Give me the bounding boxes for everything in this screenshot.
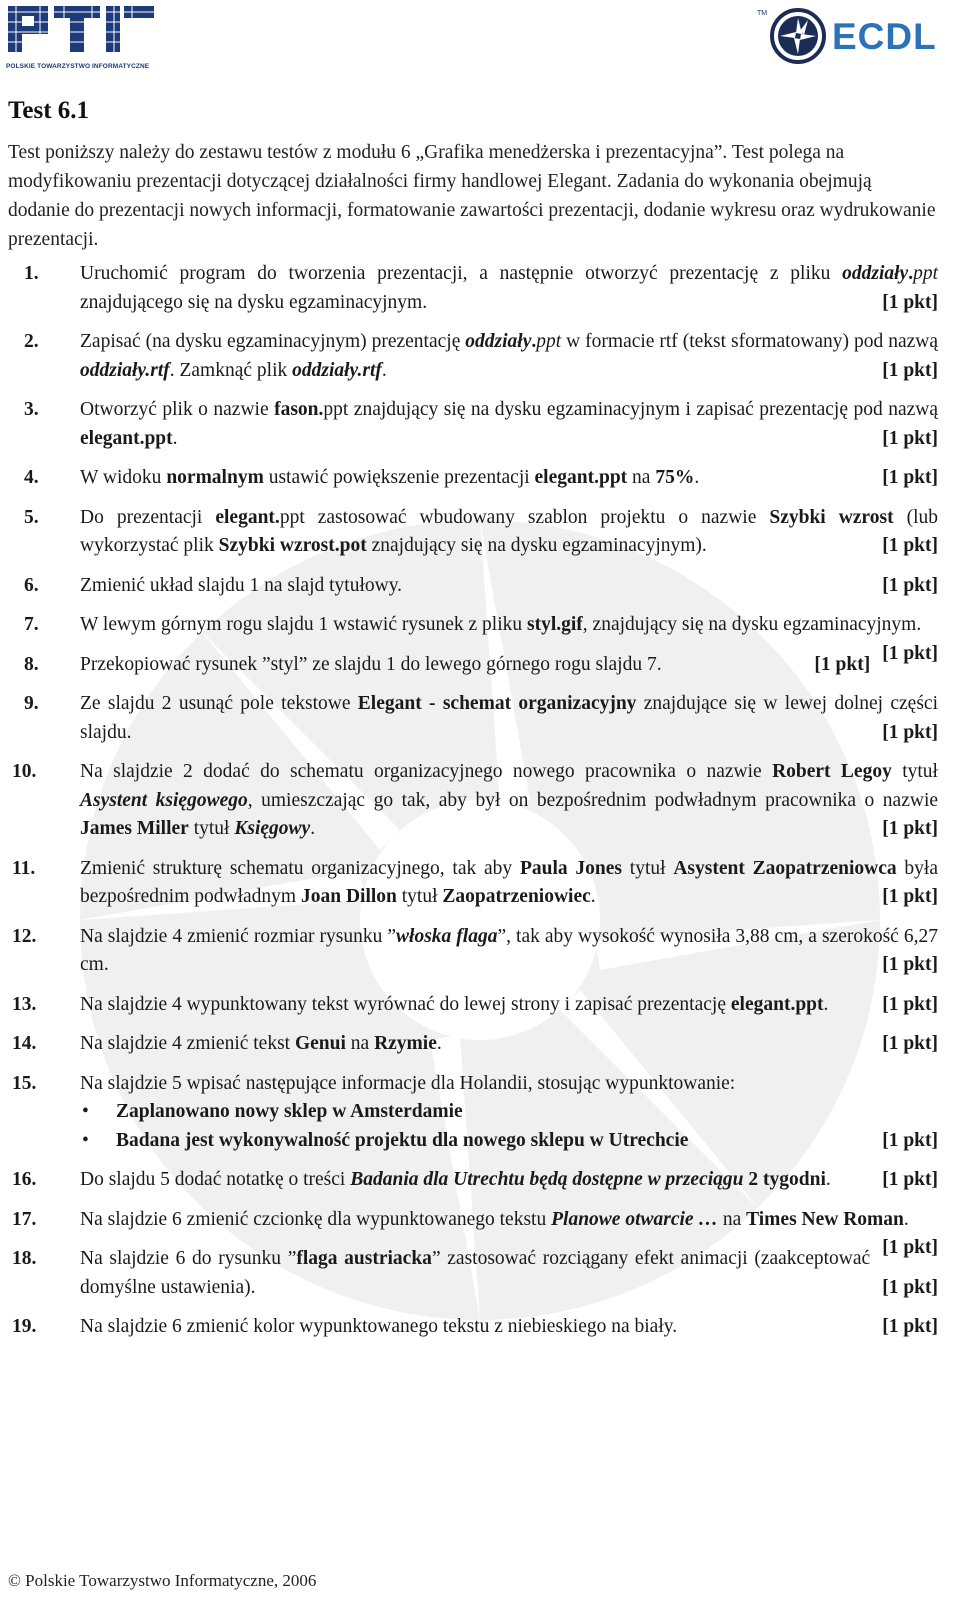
task-points: [1 pkt] — [882, 1316, 938, 1337]
task-text — [80, 328, 938, 385]
task-item — [8, 464, 938, 493]
task-text-run: tytuł — [396, 886, 443, 907]
task-text-run: 75% — [655, 467, 695, 488]
task-number: 3. — [24, 399, 39, 420]
task-number: 14. — [12, 1033, 37, 1054]
task-text — [80, 260, 938, 317]
task-text-run: normalnym — [166, 467, 264, 488]
test-document — [8, 96, 938, 1353]
task-text-run: . — [590, 886, 596, 907]
task-text-run: na — [627, 467, 656, 488]
intro-line: Test poniższy należy do zestawu testów z modułu 6 „Grafika menedżerska i prezentacyjna”. — [8, 142, 732, 163]
intro-paragraph — [8, 138, 938, 254]
task-number: 17. — [12, 1208, 37, 1230]
task-text-run: Szybki wzrost.pot — [218, 535, 367, 556]
task-text-run: (lub wykorzystać plik — [80, 506, 938, 556]
task-text — [80, 690, 938, 747]
ecdl-tm: TM — [757, 10, 768, 17]
task-number: 16. — [12, 1169, 37, 1190]
task-text-run: . — [903, 1208, 909, 1230]
task-points: [1 pkt] — [882, 1237, 938, 1258]
task-number: 9. — [24, 693, 39, 714]
task-text-run: ppt — [536, 331, 562, 352]
task-number: 19. — [12, 1316, 37, 1337]
task-number: 1. — [24, 263, 39, 284]
pti-logo — [6, 4, 156, 70]
task-points: [1 pkt] — [882, 1169, 938, 1190]
task-text-run: . — [310, 818, 316, 839]
task-text-run: Szybki wzrost — [769, 506, 894, 528]
task-text-run: Paula Jones — [519, 857, 622, 879]
page-header — [0, 0, 960, 75]
task-text-run: elegant.ppt — [534, 467, 628, 488]
task-text-run: elegant.ppt — [730, 993, 824, 1015]
task-text-run: Do prezentacji — [80, 506, 216, 528]
task-text-run: tytuł — [188, 818, 235, 839]
task-number: 12. — [12, 925, 37, 947]
task-text-run: Joan Dillon — [300, 886, 397, 907]
task-text-run: Otworzyć plik o nazwie — [80, 399, 275, 420]
task-text-run: znajdujące się w lewej dolnej części slajdu. — [80, 693, 938, 743]
task-text-run: Robert Legoy — [772, 761, 892, 782]
task-text-run: włoska flaga — [396, 925, 498, 947]
task-points: [1 pkt] — [882, 886, 938, 907]
task-text — [80, 1166, 938, 1195]
task-text — [80, 572, 938, 601]
task-text-run: . Zamknąć plik — [169, 359, 293, 381]
task-text — [80, 758, 938, 844]
task-text-run: ppt zastosować wbudowany szablon projektu o nazwie — [279, 506, 770, 528]
task-text-run: Na slajdzie 5 wpisać następujące informacje dla Holandii, stosując wypunktowanie: — [80, 1072, 736, 1094]
task-text-run: ppt — [913, 263, 938, 284]
task-text-run: fason. — [274, 399, 324, 420]
bullet-text: Badana jest wykonywalność projektu dla nowego sklepu w Utrechcie — [116, 1129, 689, 1151]
task-text-run: Zapisać (na dysku egzaminacyjnym) prezentację — [80, 331, 466, 352]
task-text-run: Na slajdzie 6 zmienić kolor wypunktowanego tekstu z niebieskiego na biały. — [80, 1316, 678, 1337]
task-number: 10. — [12, 761, 37, 782]
task-text-run: oddziały — [842, 263, 909, 284]
task-points: [1 pkt] — [882, 954, 938, 975]
task-text-run: W widoku — [80, 467, 167, 488]
task-text-run: ppt znajdujący się na dysku egzaminacyjnym i zapisać prezentację pod nazwą — [323, 399, 938, 420]
task-text-run: W lewym górnym rogu slajdu 1 wstawić rysunek z pliku — [80, 614, 527, 635]
task-text-run: Elegant - schemat organizacyjny — [357, 693, 637, 714]
task-text — [80, 855, 938, 912]
ecdl-logo-text: ECDL — [832, 16, 937, 57]
task-points: [1 pkt] — [814, 653, 871, 675]
task-text-run: Na slajdzie 2 dodać do schematu organizacyjnego nowego pracownika o nazwie — [80, 761, 773, 782]
task-points: [1 pkt] — [882, 427, 938, 449]
task-text-run: . — [825, 1169, 831, 1190]
task-points: [1 pkt] — [882, 993, 938, 1015]
task-text — [80, 651, 938, 680]
task-text-run: znajdującego się na dysku egzaminacyjnym. — [80, 291, 428, 313]
task-text — [80, 1206, 938, 1258]
task-text-run: flaga austriacka — [296, 1248, 432, 1269]
task-item — [8, 1030, 938, 1059]
task-text-run: Rzymie — [374, 1033, 437, 1054]
task-text-run: Ze slajdu 2 usunąć pole tekstowe — [80, 693, 358, 714]
task-text-run: na — [717, 1208, 747, 1230]
task-text-run: Do slajdu 5 dodać notatkę o treści — [80, 1169, 351, 1190]
task-item — [8, 1206, 938, 1258]
task-text-run: oddziały.rtf — [80, 359, 170, 381]
task-item — [8, 855, 938, 912]
task-number: 5. — [24, 506, 39, 528]
task-text-run: . — [694, 467, 700, 488]
task-text-run: . — [908, 263, 914, 284]
bullet-item — [80, 1127, 938, 1156]
task-text-run: tytuł — [891, 761, 938, 782]
task-text-run: Na slajdzie 4 wypunktowany tekst wyrównać do lewej strony i zapisać prezentację — [80, 993, 731, 1015]
task-text-run: Księgowy — [234, 818, 311, 839]
task-points: [1 pkt] — [882, 642, 938, 664]
task-list — [8, 260, 938, 1342]
task-text — [80, 396, 938, 453]
task-text-run: , umieszczając go tak, aby był on bezpośrednim podwładnym pracownika o nazwie — [247, 789, 939, 811]
task-text-run: znajdujący się na dysku egzaminacyjnym). — [366, 535, 707, 556]
task-number: 6. — [24, 574, 39, 596]
intro-line: Test polega na modyfikowaniu prezentacji dotyczącej działalności firmy handlowej Elegant. — [8, 142, 845, 192]
task-item — [8, 328, 938, 385]
task-number: 11. — [12, 857, 36, 879]
task-text-run: ustawić powiększenie prezentacji — [263, 467, 535, 488]
task-text-run: 2 tygodni — [748, 1169, 826, 1190]
task-item — [8, 572, 938, 601]
task-text — [80, 991, 938, 1020]
task-item — [8, 651, 938, 680]
task-item — [8, 396, 938, 453]
task-text-run: była bezpośrednim podwładnym — [80, 857, 939, 907]
task-text-run: Na slajdzie 4 zmienić tekst — [80, 1033, 295, 1054]
task-text-run: . — [531, 331, 537, 352]
task-number: 4. — [24, 467, 39, 488]
task-text-run: Times New Roman — [746, 1208, 904, 1230]
task-text-run: ”, tak aby wysokość wynosiła 3,88 cm, a szerokość 6,27 cm. — [80, 925, 938, 975]
footer-copyright: © Polskie Towarzystwo Informatyczne, 2006 — [8, 1571, 317, 1590]
task-text — [80, 1030, 938, 1059]
task-number: 2. — [24, 331, 39, 352]
bullet-list — [80, 1098, 938, 1155]
pti-logo-caption: POLSKIE TOWARZYSTWO INFORMATYCZNE — [6, 63, 150, 70]
task-text — [80, 1070, 938, 1156]
task-points: [1 pkt] — [882, 721, 938, 743]
task-text-run: Na slajdzie 6 zmienić czcionkę dla wypunktowanego tekstu — [80, 1208, 552, 1230]
task-item — [8, 1313, 938, 1342]
task-text-run: Zmienić strukturę schematu organizacyjnego, tak aby — [80, 857, 520, 879]
task-text-run: Na slajdzie 6 do rysunku ” — [80, 1248, 297, 1269]
task-text-run: oddziały.rtf — [292, 359, 382, 381]
bullet-item — [80, 1098, 938, 1127]
task-text-run: . — [823, 993, 829, 1015]
task-points: [1 pkt] — [882, 818, 938, 839]
task-points: [1 pkt] — [882, 535, 938, 556]
task-item — [8, 690, 938, 747]
task-text — [80, 1245, 938, 1302]
task-item — [8, 923, 938, 980]
pti-logo-icon — [6, 4, 156, 68]
task-text-run: oddziały — [465, 331, 532, 352]
page-title: Test 6.1 — [8, 97, 90, 124]
task-number: 8. — [24, 653, 39, 675]
task-text-run: Planowe otwarcie … — [551, 1208, 718, 1230]
task-item — [8, 504, 938, 561]
task-text-run: elegant.ppt — [80, 427, 173, 449]
task-points: [1 pkt] — [882, 291, 938, 313]
task-text — [80, 923, 938, 980]
task-text-run: tytuł — [622, 857, 674, 879]
task-number: 15. — [12, 1072, 37, 1094]
task-points: [1 pkt] — [882, 574, 938, 596]
task-item — [8, 991, 938, 1020]
task-item — [8, 758, 938, 844]
task-item — [8, 260, 938, 317]
task-text-run: elegant. — [215, 506, 280, 528]
task-points: [1 pkt] — [882, 467, 938, 488]
task-text — [80, 504, 938, 561]
task-text — [80, 464, 938, 493]
task-text-run: Uruchomić program do tworzenia prezentacji, a następnie otworzyć prezentację z pliku — [80, 263, 843, 284]
task-text-run: , znajdujący się na dysku egzaminacyjnym. — [582, 614, 922, 635]
task-text-run: Na slajdzie 4 zmienić rozmiar rysunku ” — [80, 925, 397, 947]
task-text-run: James Miller — [80, 818, 189, 839]
task-text-run: Badania dla Utrechtu będą dostępne w przeciągu — [350, 1169, 744, 1190]
task-points: [1 pkt] — [882, 1276, 938, 1298]
task-text-run: na — [345, 1033, 375, 1054]
task-text-run: Genui — [294, 1033, 346, 1054]
task-text-run: Zaopatrzeniowiec — [442, 886, 591, 907]
task-text-run: styl.gif — [527, 614, 583, 635]
task-text-run: Zmienić układ slajdu 1 na slajd tytułowy. — [80, 574, 403, 596]
task-points: [1 pkt] — [882, 359, 938, 381]
task-item — [8, 1245, 938, 1302]
task-number: 13. — [12, 993, 37, 1015]
task-text-run: Przekopiować rysunek ”styl” ze slajdu 1 do lewego górnego rogu slajdu 7. — [80, 653, 662, 675]
task-item — [8, 1070, 938, 1156]
task-number: 7. — [24, 614, 39, 635]
bullet-text: Zaplanowano nowy sklep w Amsterdamie — [116, 1101, 463, 1122]
intro-line: Zadania do wykonania obejmują dodanie do prezentacji nowych informacji, formatowanie zawartości prezentacji, dodanie wykresu oraz wydrukowanie prezentacji. — [8, 171, 936, 250]
task-text-run: w formacie rtf (tekst sformatowany) pod nazwą — [561, 331, 938, 352]
task-points: • [1 pkt] — [882, 1129, 938, 1151]
task-text-run: . — [381, 359, 387, 381]
task-text-run: . — [172, 427, 178, 449]
task-text-run: Asystent Zaopatrzeniowca — [673, 857, 897, 879]
task-points: [1 pkt] — [882, 1033, 938, 1054]
task-text-run: ” zastosować rozciągany efekt animacji (zaakceptować domyślne ustawienia). — [80, 1248, 871, 1298]
task-number: 18. — [12, 1248, 37, 1269]
task-item — [8, 1166, 938, 1195]
task-text-run: Asystent księgowego — [80, 789, 248, 811]
task-text-run: . — [436, 1033, 442, 1054]
task-text — [80, 1313, 938, 1342]
